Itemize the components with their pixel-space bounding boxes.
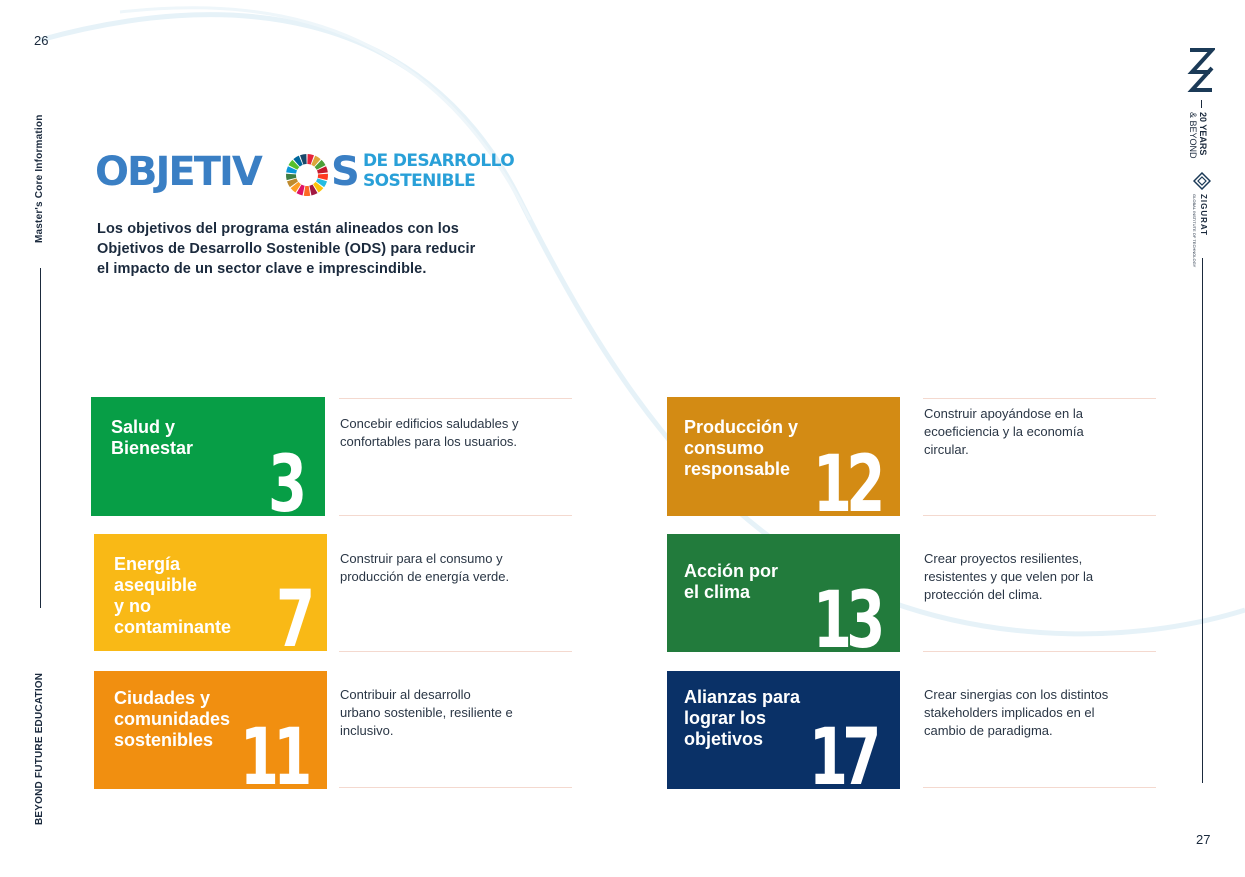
side-label-bottom: BEYOND FUTURE EDUCATION xyxy=(34,672,45,825)
divider xyxy=(339,515,572,516)
title-sub-2: SOSTENIBLE xyxy=(363,171,476,191)
intro-paragraph xyxy=(97,219,537,279)
title-sub-1: DE DESARROLLO xyxy=(363,151,515,171)
divider xyxy=(339,651,572,652)
intro-line-3: el impacto de un sector clave e imprescindible. xyxy=(97,261,427,277)
goal-description-line: confortables para los usuarios. xyxy=(340,434,518,449)
goal-label-line: Ciudades y xyxy=(114,688,211,708)
title-main-a: OBJETIV xyxy=(95,149,261,195)
goal-label-line: sostenibles xyxy=(114,730,214,750)
page-number-left: 26 xyxy=(34,33,49,48)
goal-description-13 xyxy=(924,550,1093,604)
goal-tile-17 xyxy=(667,671,900,789)
goal-label xyxy=(111,417,193,459)
goal-description-line: ecoeficiencia y la economía xyxy=(924,424,1084,439)
goal-label-line: responsable xyxy=(684,459,791,479)
divider xyxy=(923,787,1156,788)
brand-years xyxy=(1188,112,1208,159)
goal-description-12 xyxy=(924,405,1084,459)
goal-label-line: objetivos xyxy=(684,729,764,749)
goal-description-3 xyxy=(340,415,518,451)
goal-label-line: y no xyxy=(114,596,152,616)
goal-label-line: Bienestar xyxy=(111,438,194,458)
goal-number: 7 xyxy=(275,575,309,651)
right-rule xyxy=(1202,258,1203,783)
goal-label-line: el clima xyxy=(684,582,751,602)
goal-description-line: Construir para el consumo y xyxy=(340,551,503,566)
goal-number: 12 xyxy=(813,440,880,516)
goal-description-line: Crear sinergias con los distintos xyxy=(924,687,1109,702)
brand-years-label: 20 YEARS xyxy=(1198,112,1208,156)
brand-beyond-label: & BEYOND xyxy=(1188,112,1198,159)
goal-description-line: protección del clima. xyxy=(924,587,1043,602)
goal-label-line: Energía xyxy=(114,554,181,574)
goal-description-line: Contribuir al desarrollo xyxy=(340,687,471,702)
goal-description-line: stakeholders implicados en el xyxy=(924,705,1095,720)
intro-line-1: Los objetivos del programa están alineados con los xyxy=(97,221,459,237)
goal-tile-13 xyxy=(667,534,900,652)
goal-description-17 xyxy=(924,686,1108,740)
goal-description-line: Construir apoyándose en la xyxy=(924,406,1083,421)
goal-number: 3 xyxy=(267,440,301,516)
title-main-b: S xyxy=(331,149,358,195)
goal-description-line: urbano sostenible, resiliente e xyxy=(340,705,513,720)
goal-label xyxy=(684,417,798,480)
goal-tile-7 xyxy=(94,534,327,651)
divider xyxy=(923,398,1156,399)
zigurat-icon xyxy=(1193,172,1211,190)
goal-description-line: cambio de paradigma. xyxy=(924,723,1053,738)
goal-description-7 xyxy=(340,550,509,586)
left-rule xyxy=(40,268,41,608)
goal-label xyxy=(684,687,800,750)
intro-line-2: Objetivos de Desarrollo Sostenible (ODS) para reducir xyxy=(97,241,476,257)
goal-description-line: circular. xyxy=(924,442,969,457)
brand-org-label: ZIGURAT xyxy=(1199,194,1208,236)
brand-logo-icon xyxy=(1187,46,1215,94)
goal-label xyxy=(114,554,231,638)
goal-label-line: asequible xyxy=(114,575,198,595)
goal-label xyxy=(684,561,778,603)
goal-description-line: Concebir edificios saludables y xyxy=(340,416,519,431)
goal-number: 13 xyxy=(813,576,880,652)
goal-label-line: Acción por xyxy=(684,561,779,581)
goal-label-line: consumo xyxy=(684,438,765,458)
goal-label-line: Salud y xyxy=(111,417,176,437)
goal-description-line: Crear proyectos resilientes, xyxy=(924,551,1083,566)
goal-description-line: inclusivo. xyxy=(340,723,394,738)
brand-org-sub: GLOBAL INSTITUTE OF TECHNOLOGY xyxy=(1192,194,1197,268)
goal-tile-3 xyxy=(91,397,325,516)
sdg-wheel-segment xyxy=(304,186,310,196)
divider xyxy=(339,398,572,399)
divider xyxy=(339,787,572,788)
side-label-top: Master's Core Information xyxy=(34,114,45,243)
goal-label-line: lograr los xyxy=(684,708,767,728)
sdg-wheel-icon xyxy=(285,153,329,197)
goal-label-line: Alianzas para xyxy=(684,687,801,707)
goal-label-line: contaminante xyxy=(114,617,232,637)
divider xyxy=(923,515,1156,516)
goal-description-line: producción de energía verde. xyxy=(340,569,510,584)
goal-description-line: resistentes y que velen por la xyxy=(924,569,1094,584)
goal-label-line: Producción y xyxy=(684,417,799,437)
goal-description-11 xyxy=(340,686,513,740)
goal-tile-12 xyxy=(667,397,900,516)
goal-label-line: comunidades xyxy=(114,709,231,729)
goal-tile-11 xyxy=(94,671,327,789)
goal-label xyxy=(114,688,230,751)
goal-number: 11 xyxy=(240,713,307,789)
page-number-right: 27 xyxy=(1196,832,1211,847)
brand-org xyxy=(1190,194,1208,267)
brand-divider xyxy=(1201,100,1202,108)
goal-number: 17 xyxy=(809,713,876,789)
divider xyxy=(923,651,1156,652)
